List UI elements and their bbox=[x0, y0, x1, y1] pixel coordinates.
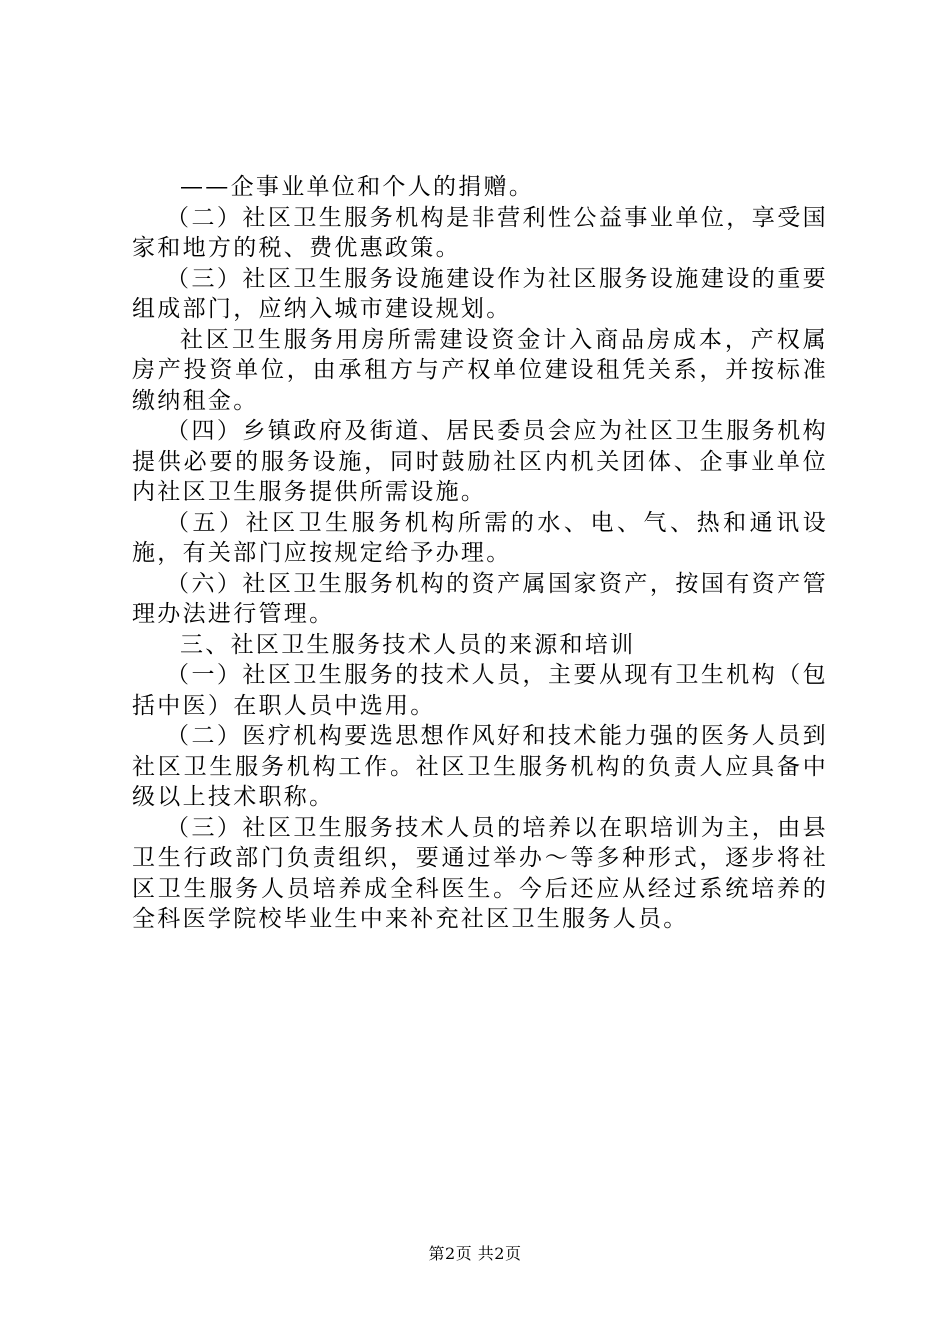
paragraph-item-4-facilities: （四）乡镇政府及街道、居民委员会应为社区卫生服务机构提供必要的服务设施，同时鼓励社区内机关团体、企事业单位内社区卫生服务提供所需设施。 bbox=[132, 418, 828, 505]
paragraph-staff-item-2: （二）医疗机构要选思想作风好和技术能力强的医务人员到社区卫生服务机构工作。社区卫生服务机构的负责人应具备中级以上技术职称。 bbox=[132, 723, 828, 810]
paragraph-staff-item-1: （一）社区卫生服务的技术人员，主要从现有卫生机构（包括中医）在职人员中选用。 bbox=[132, 662, 828, 719]
paragraph-item-6-assets: （六）社区卫生服务机构的资产属国家资产，按国有资产管理办法进行管理。 bbox=[132, 570, 828, 627]
paragraph-item-5-utilities: （五）社区卫生服务机构所需的水、电、气、热和通讯设施，有关部门应按规定给予办理。 bbox=[132, 509, 828, 566]
document-body bbox=[132, 172, 828, 935]
paragraph-staff-item-3: （三）社区卫生服务技术人员的培养以在职培训为主，由县卫生行政部门负责组织，要通过举办～等多种形式，逐步将社区卫生服务人员培养成全科医生。今后还应从经过系统培养的全科医学院校毕业生中来补充社区卫生服务人员。 bbox=[132, 814, 828, 932]
paragraph-housing-funds: 社区卫生服务用房所需建设资金计入商品房成本，产权属房产投资单位，由承租方与产权单位建设租凭关系，并按标准缴纳租金。 bbox=[132, 326, 828, 414]
paragraph-item-2-nonprofit: （二）社区卫生服务机构是非营利性公益事业单位，享受国家和地方的税、费优惠政策。 bbox=[132, 204, 828, 261]
page-number-footer: 第2页 共2页 bbox=[428, 1244, 522, 1263]
paragraph-item-3-planning: （三）社区卫生服务设施建设作为社区服务设施建设的重要组成部门，应纳入城市建设规划。 bbox=[132, 265, 828, 322]
paragraph-donations: ——企事业单位和个人的捐赠。 bbox=[180, 174, 535, 200]
section-heading-staff: 三、社区卫生服务技术人员的来源和培训 bbox=[180, 631, 636, 658]
